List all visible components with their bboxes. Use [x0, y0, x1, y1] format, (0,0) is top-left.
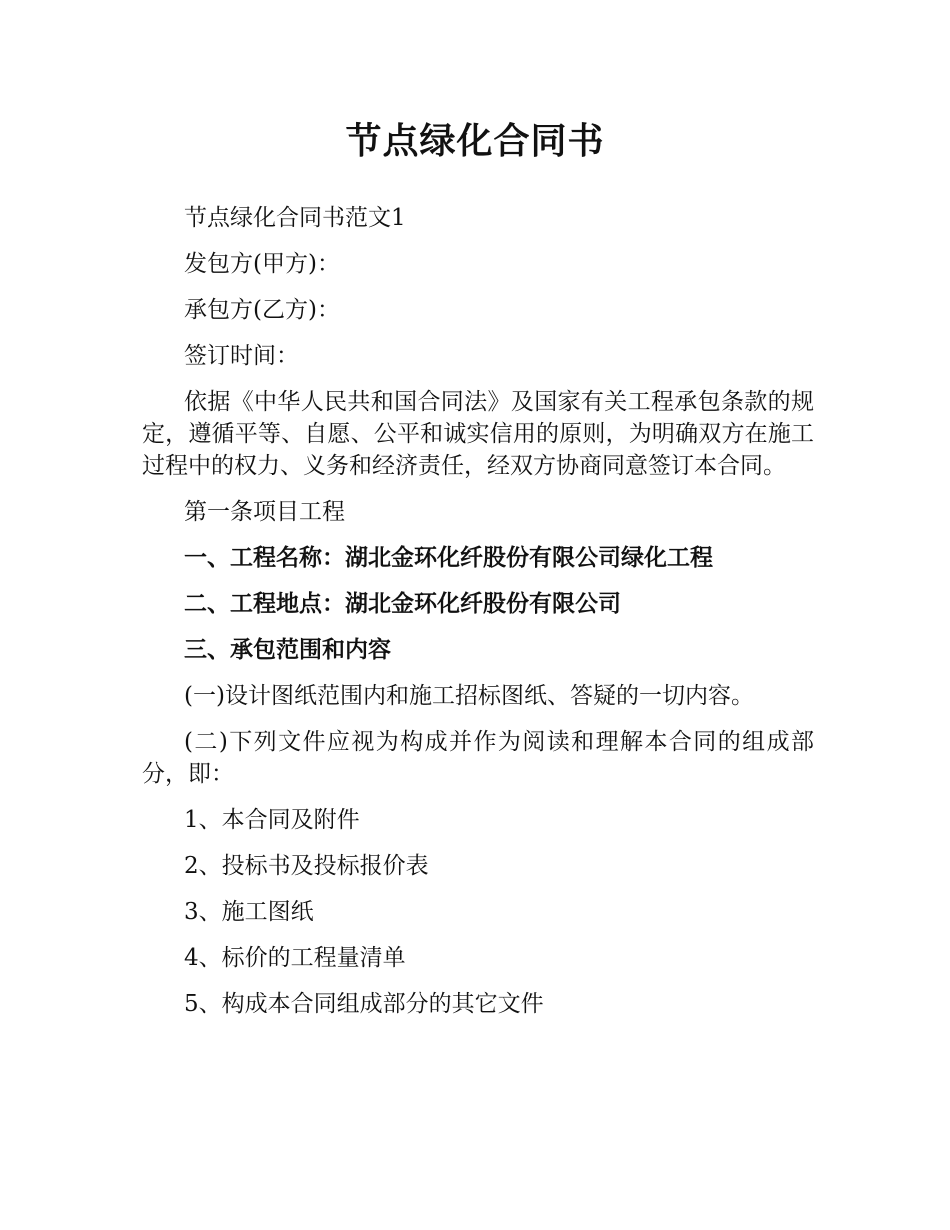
list-item-drawings: 3、施工图纸: [184, 899, 314, 925]
document-title: 节点绿化合同书: [345, 121, 605, 162]
paragraph-article-one: 第一条项目工程: [184, 499, 345, 525]
document-body: [142, 202, 814, 1034]
paragraph-party-a: 发包方(甲方)：: [184, 251, 340, 277]
paragraph-preamble: 依据《中华人民共和国合同法》及国家有关工程承包条款的规定，遵循平等、自愿、公平和诚实信用的原则，为明确双方在施工过程中的权力、义务和经济责任，经双方协商同意签订本合同。: [142, 389, 814, 479]
paragraph-scope-item-1: (一)设计图纸范围内和施工招标图纸、答疑的一切内容。: [184, 683, 754, 709]
paragraph-signing-date: 签订时间：: [184, 343, 299, 369]
list-item-other-documents: 5、构成本合同组成部分的其它文件: [184, 991, 544, 1017]
list-item-contract: 1、本合同及附件: [184, 807, 360, 833]
paragraph-project-name: 一、工程名称：湖北金环化纤股份有限公司绿化工程: [184, 545, 713, 571]
paragraph-scope-heading: 三、承包范围和内容: [184, 637, 391, 663]
paragraph-sample-heading: 节点绿化合同书范文1: [184, 205, 406, 231]
paragraph-scope-item-2: (二)下列文件应视为构成并作为阅读和理解本合同的组成部分，即：: [142, 729, 814, 787]
list-item-bid: 2、投标书及投标报价表: [184, 853, 429, 879]
list-item-quantity-list: 4、标价的工程量清单: [184, 945, 406, 971]
paragraph-project-location: 二、工程地点：湖北金环化纤股份有限公司: [184, 591, 621, 617]
paragraph-party-b: 承包方(乙方)：: [184, 297, 340, 323]
